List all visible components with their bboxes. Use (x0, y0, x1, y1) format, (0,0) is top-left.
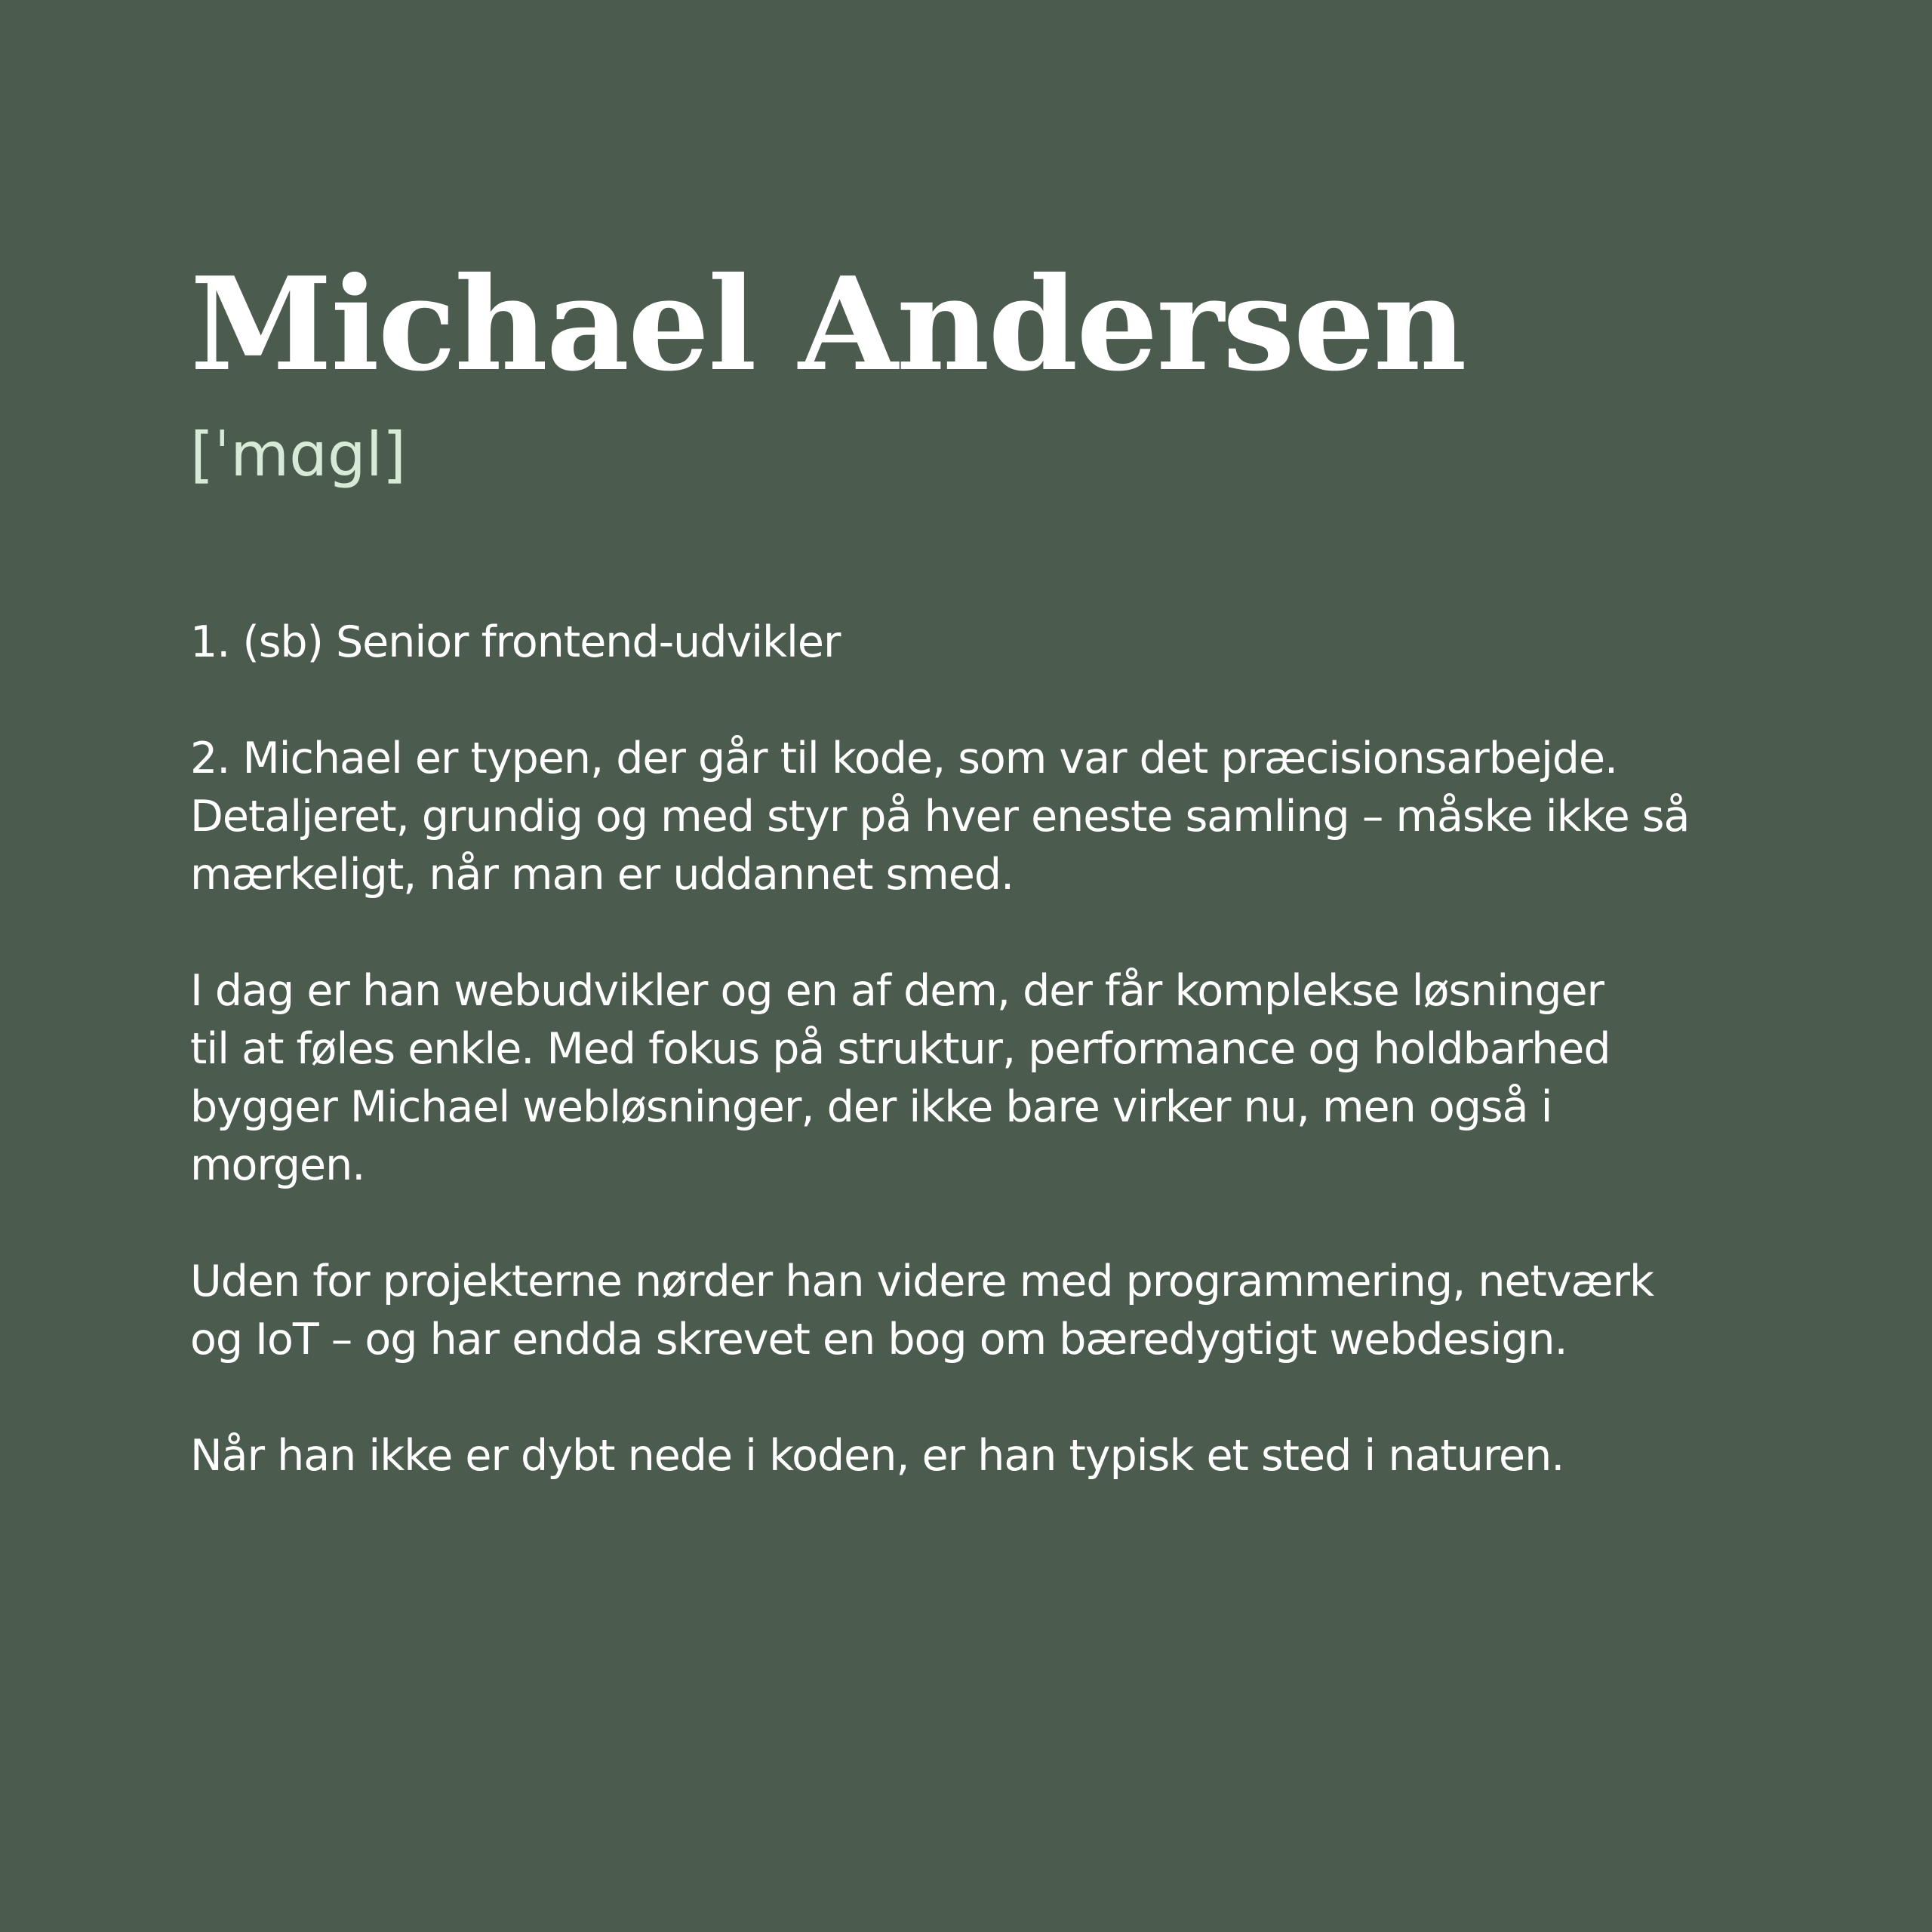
dictionary-entry (190, 249, 1767, 1485)
definition-title: 1. (sb) Senior frontend-udvikler (190, 617, 841, 667)
definition-description: 2. Michael er typen, der går til kode, som var det præcisionsarbejde. Detaljeret, grundig og med styr på hver eneste samling – måske ikke så mærkeligt, når man er uddannet smed. (190, 734, 1690, 900)
definition-web-development: I dag er han webudvikler og en af dem, der får komplekse løsninger til at føles enkle. Med fokus på struktur, performance og holdbarhed bygger Michael webløsninger, der ikke bare virker nu, men også i morgen. (190, 966, 1611, 1190)
entry-pronunciation: [ˈmɑgl] (190, 420, 407, 490)
entry-name: Michael Andersen (190, 249, 1466, 400)
definition-nature: Når han ikke er dybt nede i koden, er han typisk et sted i naturen. (190, 1431, 1564, 1481)
entry-definitions (190, 614, 1767, 1485)
definition-interests: Uden for projekterne nørder han videre med programmering, netværk og IoT – og har endda skrevet en bog om bæredygtigt webdesign. (190, 1257, 1654, 1364)
